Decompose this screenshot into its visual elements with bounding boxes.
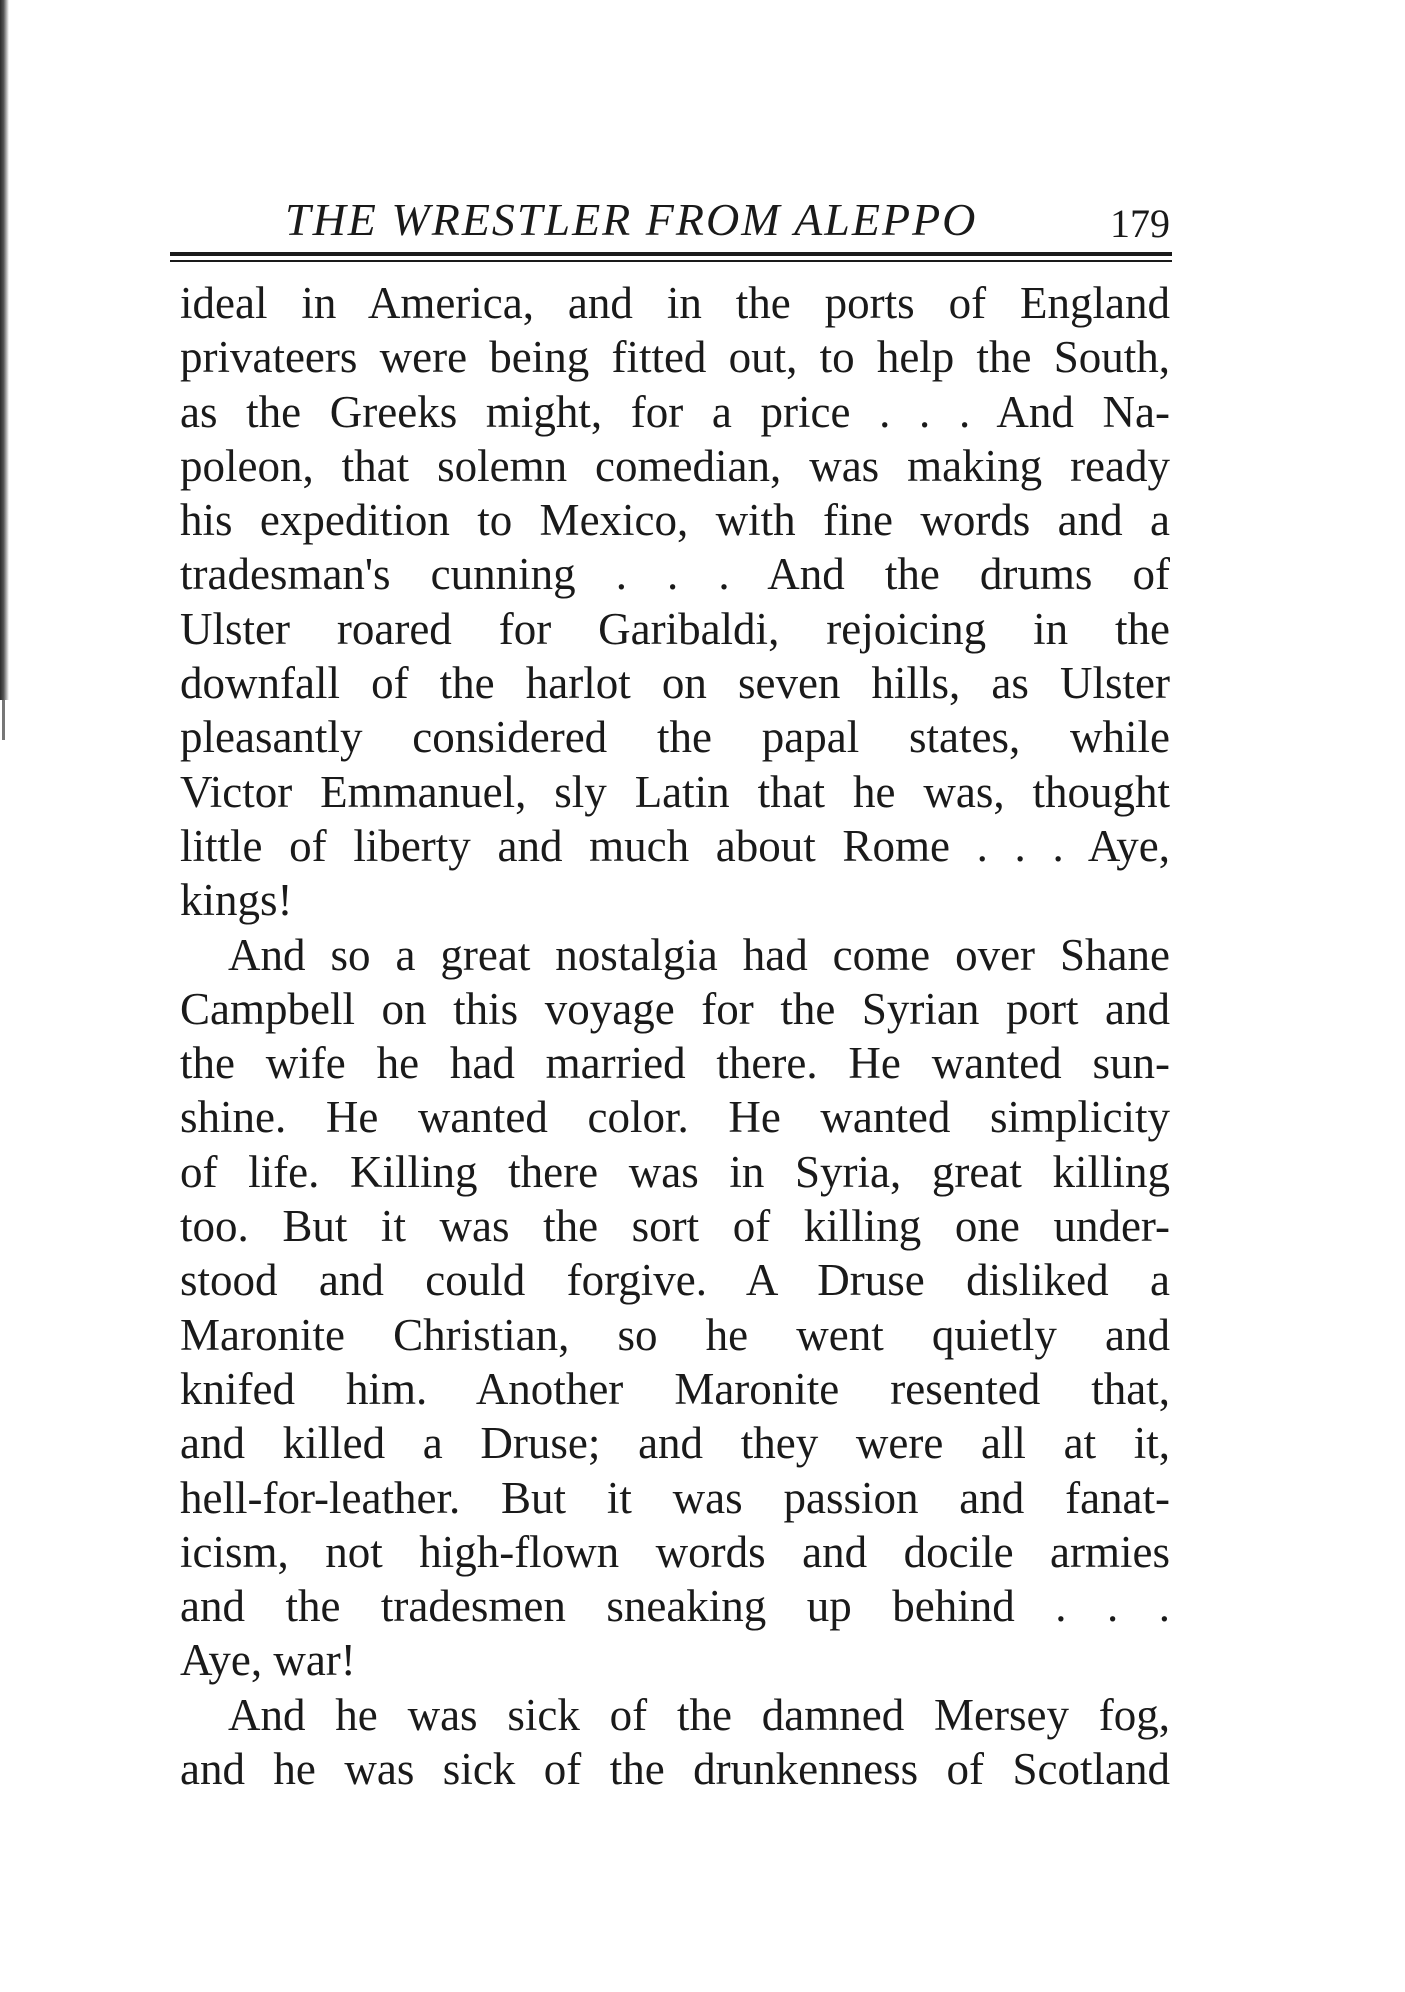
- running-title: THE WRESTLER FROM ALEPPO: [285, 194, 978, 245]
- text-line: little of liberty and much about Rome . . . Aye,: [180, 820, 1170, 871]
- text-line: knifed him. Another Maronite resented that,: [180, 1363, 1170, 1414]
- text-line: And he was sick of the damned Mersey fog,: [228, 1689, 1170, 1740]
- text-line: the wife he had married there. He wanted sun-: [180, 1038, 1170, 1089]
- text-line: Maronite Christian, so he went quietly and: [180, 1309, 1170, 1360]
- header-rule-thick: [170, 252, 1172, 256]
- text-line: poleon, that solemn comedian, was making ready: [180, 440, 1170, 491]
- text-line: and killed a Druse; and they were all at it,: [180, 1418, 1170, 1469]
- text-line: ideal in America, and in the ports of England: [180, 278, 1170, 328]
- text-line: kings!: [180, 875, 293, 926]
- binding-mark: [2, 700, 5, 740]
- text-line: his expedition to Mexico, with fine words and a: [180, 495, 1170, 546]
- text-line: stood and could forgive. A Druse disliked a: [180, 1255, 1170, 1306]
- body-text: [180, 276, 1170, 1796]
- text-line: shine. He wanted color. He wanted simplicity: [180, 1092, 1170, 1143]
- text-line: Ulster roared for Garibaldi, rejoicing in the: [180, 603, 1170, 654]
- text-line: of life. Killing there was in Syria, great killing: [180, 1146, 1170, 1197]
- text-line: Victor Emmanuel, sly Latin that he was, thought: [180, 766, 1170, 817]
- text-line: as the Greeks might, for a price . . . And Na-: [180, 386, 1170, 437]
- text-line: and the tradesmen sneaking up behind . . .: [180, 1581, 1170, 1632]
- text-line: too. But it was the sort of killing one under-: [180, 1201, 1170, 1252]
- text-line: Campbell on this voyage for the Syrian port and: [180, 983, 1170, 1034]
- text-line: downfall of the harlot on seven hills, as Ulster: [180, 658, 1170, 709]
- page-number: 179: [1110, 201, 1170, 246]
- text-line: pleasantly considered the papal states, while: [180, 712, 1170, 763]
- text-line: hell-for-leather. But it was passion and fanat-: [180, 1472, 1170, 1523]
- running-header: [170, 190, 1170, 250]
- text-line: privateers were being fitted out, to help the South,: [180, 332, 1170, 383]
- text-line: and he was sick of the drunkenness of Scotland: [180, 1744, 1170, 1795]
- binding-shadow: [0, 0, 9, 700]
- text-line: tradesman's cunning . . . And the drums of: [180, 549, 1170, 600]
- text-line: Aye, war!: [180, 1635, 356, 1686]
- text-line: icism, not high-flown words and docile armies: [180, 1526, 1170, 1577]
- text-line: And so a great nostalgia had come over Shane: [228, 929, 1170, 980]
- header-rule-thin: [170, 260, 1172, 262]
